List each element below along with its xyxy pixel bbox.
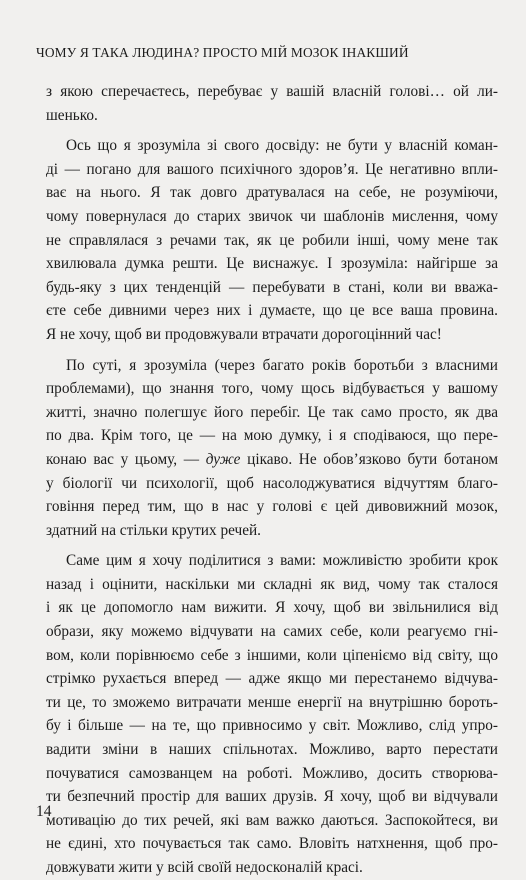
paragraph (46, 80, 498, 127)
text-line: вом, коли порівнюємо себе з іншими, коли ціпеніємо від світу, що (46, 646, 498, 664)
text-line: не справлялася з речами так, як це робили інші, чому мене так (46, 231, 498, 249)
paragraph (46, 354, 498, 543)
text-line: вадити зміни в наших спільнотах. Можливо, варто перестати (46, 741, 498, 759)
text-line: ває на нього. Я так довго дратувалася на себе, не розуміючи, (46, 184, 498, 202)
text-line: здатний на стільки крутих речей. (46, 521, 262, 539)
text-line: По суті, я зрозуміла (через багато років боротьби з власними (66, 356, 498, 374)
text-line: довжувати жити у всій своїй недосконалій красі. (46, 859, 363, 876)
page-number: 14 (36, 803, 52, 820)
text-line: єте себе дивними через них і думаєте, що це все ваша провина. (46, 302, 498, 320)
paragraph (46, 549, 498, 879)
text-line: не єдині, хто почувається так само. Вловіть натхнення, щоб про- (46, 835, 498, 853)
body-text (46, 80, 498, 880)
text-line: назад і оцінити, наскільки ми складні як вид, чому так сталося (46, 575, 498, 593)
text-line: Я не хочу, щоб ви продовжували втрачати дорогоцінний час! (46, 325, 442, 343)
text-line: почуватися самозванцем на роботі. Можливо, досить створюва- (46, 764, 498, 782)
text-line: Ось що я зрозуміла зі свого досвіду: не бути у власній коман- (66, 137, 498, 155)
text-line: з якою сперечаєтесь, перебуває у вашій власній голові… ой ли- (46, 83, 498, 100)
text-line: житті, значно полегшує його перебіг. Це так само просто, як два (46, 403, 498, 421)
text-line: шенько. (46, 106, 98, 124)
text-line-with-emphasis: конаю вас у цьому, — дуже цікаво. Не обов’язково бути ботаном (46, 450, 499, 468)
text-line: будь-яку з цих тенденцій — перебувати в стані, коли ви вважа- (46, 278, 498, 296)
text-line: проблемами), що знання того, чому щось відбувається у вашому (46, 380, 498, 398)
text-line: Саме цим я хочу поділитися з вами: можливістю зробити крок (66, 552, 498, 570)
paragraph (46, 134, 498, 346)
text-line: ти це, то зможемо витрачати менше енергії на внутрішню бороть- (46, 693, 498, 711)
text-line: стрімко рухається вперед — адже якщо ми перестанемо відчува- (46, 670, 498, 688)
text-line: ді — погано для вашого психічного здоров’я. Це негативно впли- (46, 160, 498, 178)
text-line: у біології чи психології, щоб насолоджуватися відчуттям благо- (46, 474, 498, 492)
running-head: ЧОМУ Я ТАКА ЛЮДИНА? ПРОСТО МІЙ МОЗОК ІНАКШИЙ (36, 45, 409, 60)
text-line: образи, яку можемо відчувати на самих себе, коли реагуємо гні- (46, 623, 498, 641)
text-line: хвилювала думка решти. Це виснажує. І зрозуміла: найгірше за (46, 255, 498, 273)
text-line: говіння перед тим, що в нас у голові є цей дивовижний мозок, (46, 498, 498, 516)
text-line: ти безпечний простір для ваших друзів. Я хочу, щоб ви відчували (46, 788, 498, 806)
text-line: бу і більше — на те, що привносимо у світ. Можливо, слід упро- (46, 717, 498, 735)
text-line: і як це допомогло нам вижити. Я хочу, щоб ви звільнилися від (46, 599, 498, 617)
text-line: по два. Крім того, це — на мою думку, і я сподіваюся, що пере- (46, 427, 498, 445)
text-line: чому повернулася до старих звичок чи шаблонів мислення, чому (46, 207, 498, 225)
text-line: мотивацію до тих речей, які вам важко даються. Заспокойтеся, ви (46, 811, 498, 829)
emphasized-word: дуже (205, 450, 241, 468)
